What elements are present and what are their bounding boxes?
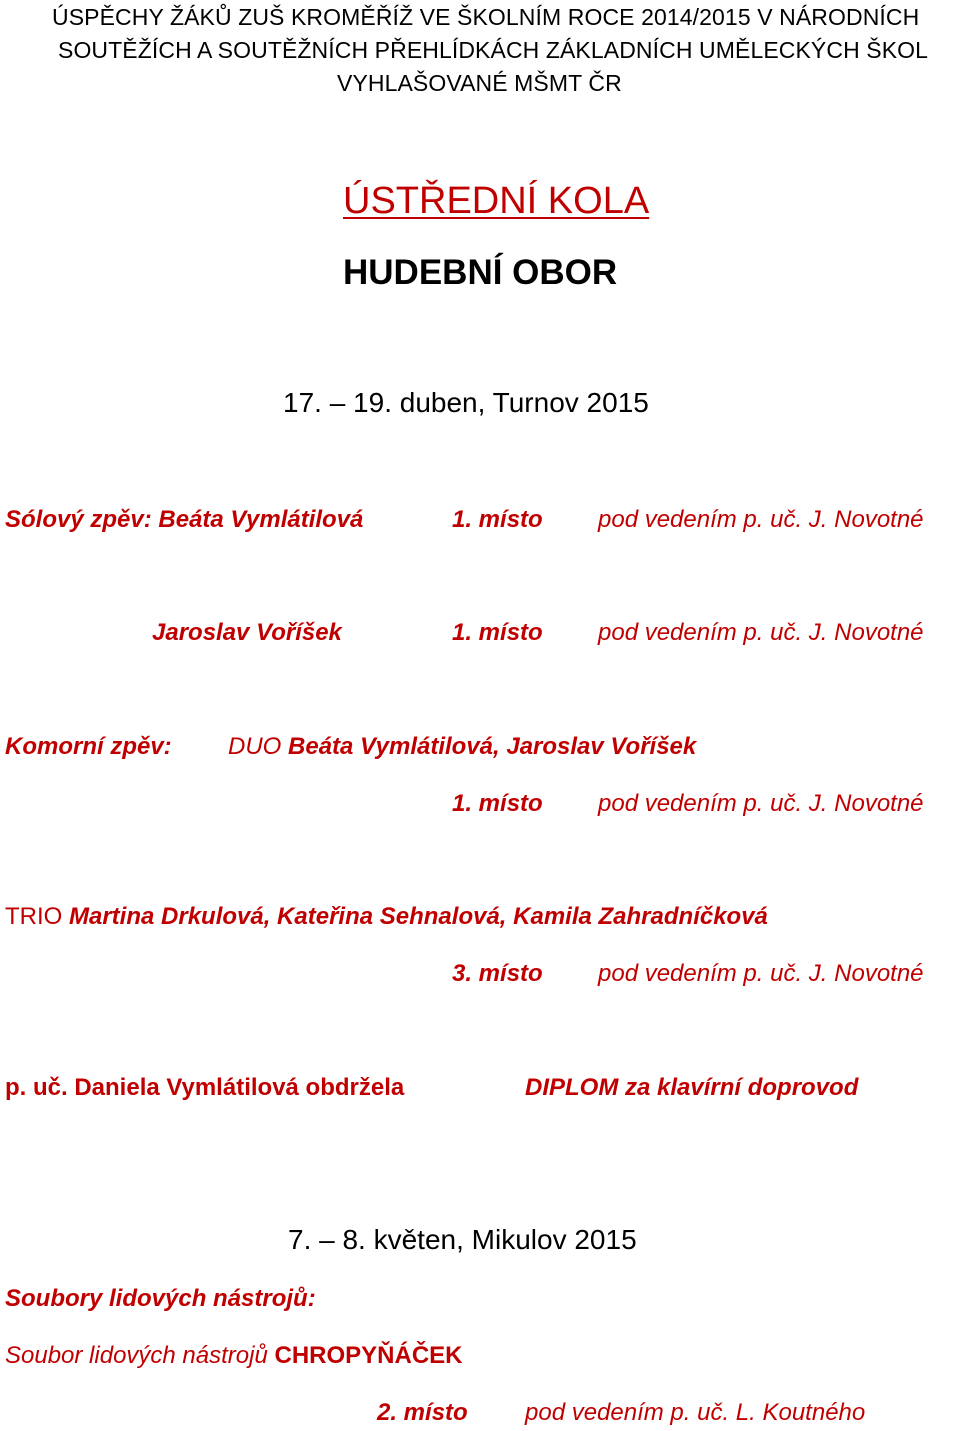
trio-place: 3. místo — [452, 960, 543, 987]
solo-name-1: Beáta Vymlátilová — [158, 506, 364, 533]
duo-names: Beáta Vymlátilová, Jaroslav Voříšek — [288, 733, 697, 760]
duo-entry — [228, 735, 696, 759]
solo-category — [5, 508, 363, 532]
duo-prefix: DUO — [228, 733, 282, 760]
header-line-3: VYHLAŠOVANÉ MŠMT ČR — [337, 70, 622, 96]
solo-teacher-2: pod vedením p. uč. J. Novotné — [598, 619, 924, 646]
chamber-category: Komorní zpěv: — [5, 733, 172, 760]
duo-teacher: pod vedením p. uč. J. Novotné — [598, 790, 924, 817]
ensemble-place: 2. místo — [377, 1399, 468, 1426]
solo-teacher-1: pod vedením p. uč. J. Novotné — [598, 506, 924, 533]
solo-name-2: Jaroslav Voříšek — [152, 619, 342, 646]
event1-date: 17. – 19. duben, Turnov 2015 — [283, 387, 649, 418]
header-line-2: SOUTĚŽÍCH A SOUTĚŽNÍCH PŘEHLÍDKÁCH ZÁKLADNÍCH UMĚLECKÝCH ŠKOL — [58, 37, 929, 63]
header-line-1: ÚSPĚCHY ŽÁKŮ ZUŠ KROMĚŘÍŽ VE ŠKOLNÍM ROCE 2014/2015 V NÁRODNÍCH — [52, 4, 920, 30]
trio-names: Martina Drkulová, Kateřina Sehnalová, Kamila Zahradníčková — [69, 903, 768, 930]
solo-category-label: Sólový zpěv: — [5, 506, 152, 533]
trio-prefix: TRIO — [5, 903, 63, 930]
ensemble-teacher: pod vedením p. uč. L. Koutného — [525, 1399, 866, 1426]
trio-entry — [5, 905, 768, 929]
solo-place-1: 1. místo — [452, 506, 543, 533]
ensemble-prefix: Soubor lidových nástrojů — [5, 1342, 268, 1369]
duo-place: 1. místo — [452, 790, 543, 817]
solo-place-2: 1. místo — [452, 619, 543, 646]
event2-category: Soubory lidových nástrojů: — [5, 1285, 316, 1312]
event2-date: 7. – 8. květen, Mikulov 2015 — [288, 1224, 637, 1255]
diploma-recipient: p. uč. Daniela Vymlátilová obdržela — [5, 1074, 405, 1101]
trio-teacher: pod vedením p. uč. J. Novotné — [598, 960, 924, 987]
ensemble-name: CHROPYŇÁČEK — [274, 1342, 463, 1369]
diploma-award: DIPLOM za klavírní doprovod — [525, 1074, 859, 1101]
field-title: HUDEBNÍ OBOR — [343, 253, 618, 292]
ensemble-entry — [5, 1344, 463, 1368]
round-title: ÚSTŘEDNÍ KOLA — [343, 180, 650, 222]
